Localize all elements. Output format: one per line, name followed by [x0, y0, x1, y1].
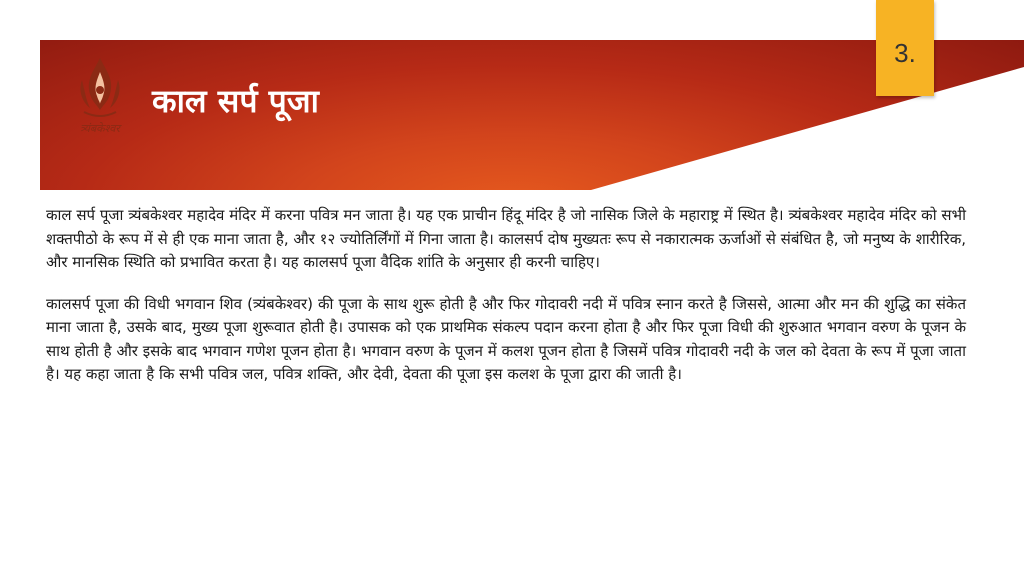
paragraph-vidhi: कालसर्प पूजा की विधी भगवान शिव (त्र्यंबकेश्वर) की पूजा के साथ शुरू होती है और फिर गोदावरी नदी में पवित्र स्नान करते है जिससे, आत्मा और मन की शुद्धि का संकेत माना जाता है, उसके बाद, मुख्य पूजा शुरूवात होती है। उपासक को एक प्राथमिक संकल्प पदान करना होता है और फिर पूजा विधी की शुरुआत भगवान वरुण के पूजन के साथ होती है और इसके बाद भगवान गणेश पूजन होता है। भगवान वरुण के पूजन में कलश पूजन होता है जिसमें पवित्र गोदावरी नदी के जल को देवता के रूप में पूजा जाता है। यह कहा जाता है कि सभी पवित्र जल, पवित्र शक्ति, और देवी, देवता की पूजा इस कलश के पूजा द्वारा की जाती है। [46, 294, 966, 383]
slide-title: काल सर्प पूजा [152, 82, 319, 120]
slide-number-tab [876, 0, 934, 96]
paragraph-intro: काल सर्प पूजा त्र्यंबकेश्वर महादेव मंदिर में करना पवित्र मन जाता है। यह एक प्राचीन हिंदू मंदिर है जो नासिक जिले के महाराष्ट्र में स्थित है। त्र्यंबकेश्वर महादेव मंदिर को सभी शक्तपीठो के रूप में से ही एक माना जाता है, और १२ ज्योतिर्लिंगों में गिना जाता है। कालसर्प दोष मुख्यतः रूप से नकारात्मक ऊर्जाओं से संबंधित है, जो मनुष्य के शारीरिक, और मानसिक स्थिति को प्रभावित करता है। यह कालसर्प पूजा वैदिक शांति के अनुसार ही करनी चाहिए। [46, 206, 966, 271]
body-text [46, 204, 966, 405]
trimbakeshwar-logo-icon [60, 50, 140, 150]
slide-number: 3. [894, 38, 916, 68]
logo-text: त्र्यंबकेश्वर [80, 122, 120, 135]
